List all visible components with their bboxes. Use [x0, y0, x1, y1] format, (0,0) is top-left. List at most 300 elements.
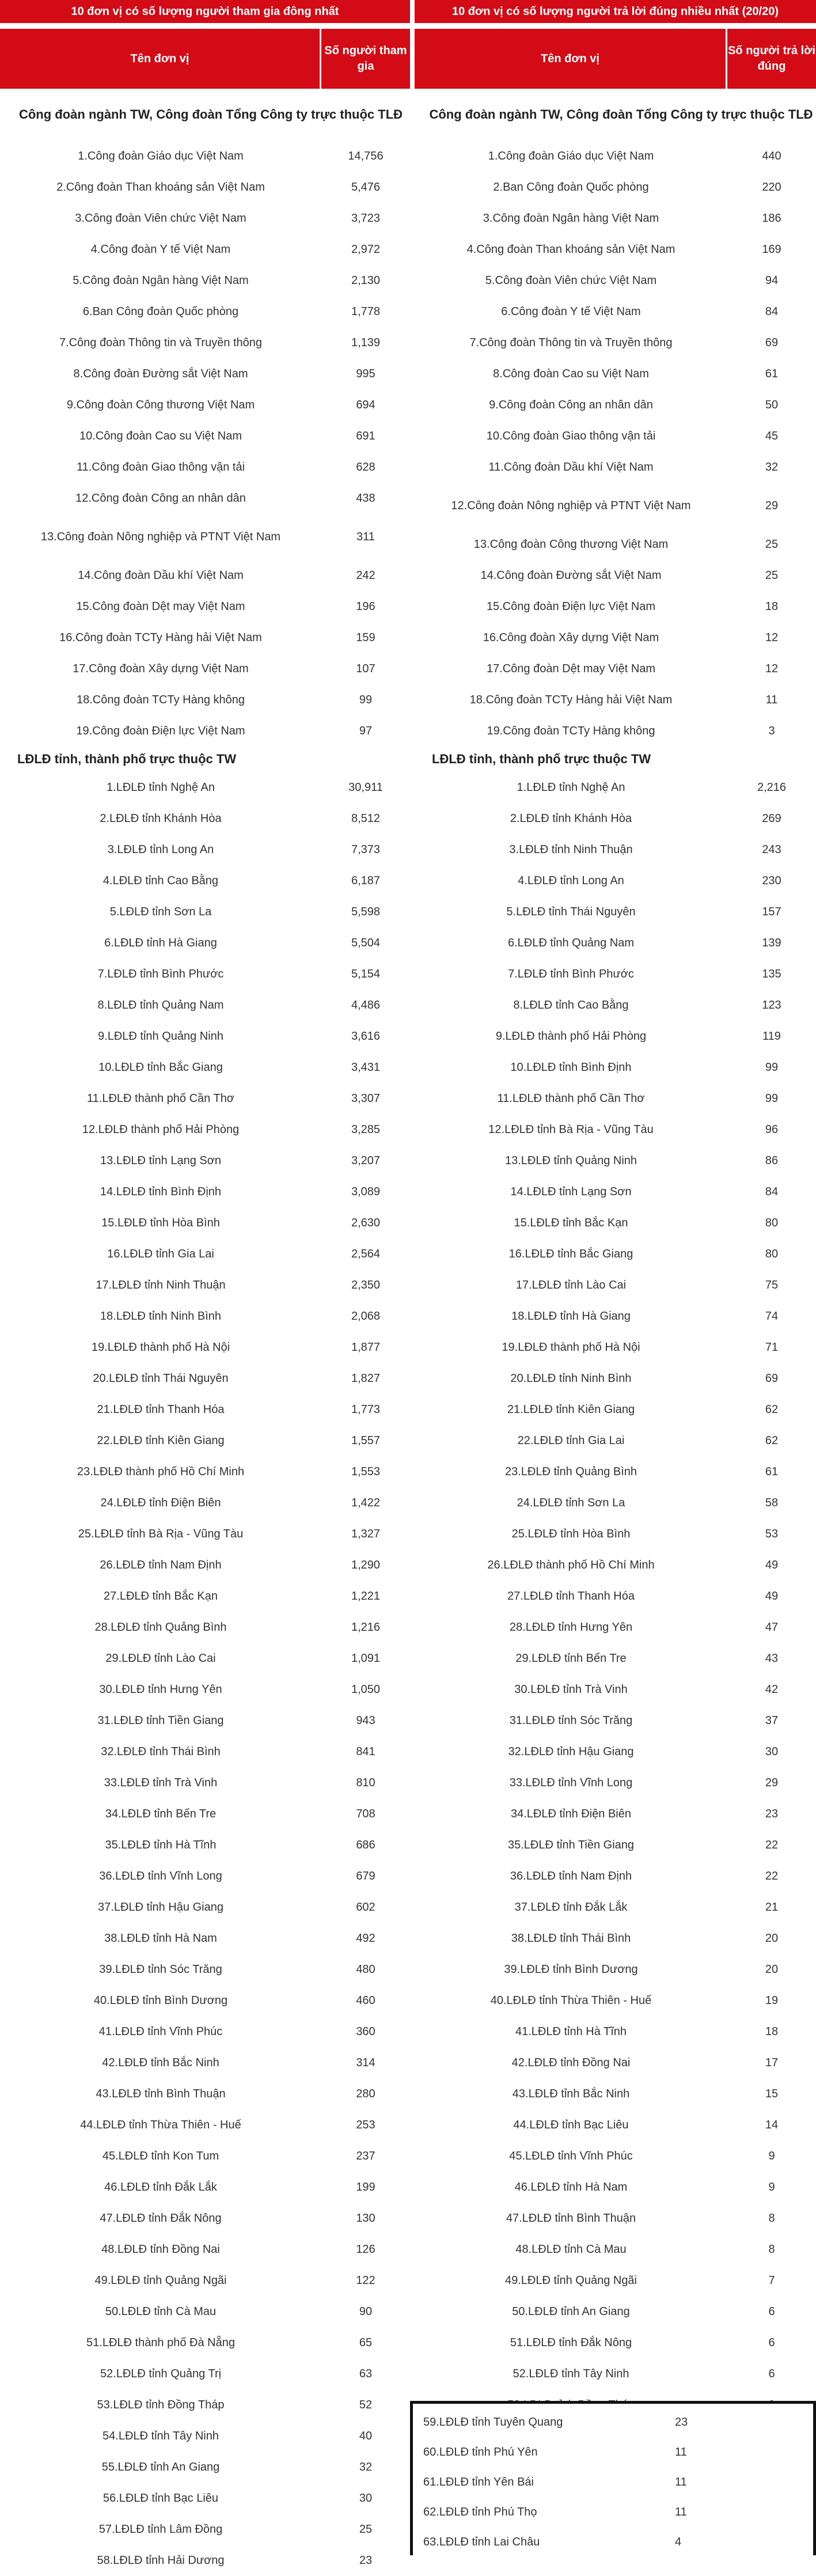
unit-value: 52	[359, 2398, 373, 2411]
table-row	[0, 1083, 410, 1114]
table-row	[415, 1487, 816, 1518]
unit-value: 40	[359, 2429, 373, 2442]
unit-name: 36.LĐLĐ tỉnh Nam Định	[510, 1870, 632, 1882]
unit-name: 5.Công đoàn Ngân hàng Việt Nam	[73, 274, 249, 287]
table-row	[415, 2296, 816, 2327]
correct-section2-list	[415, 772, 816, 2420]
table-row	[415, 927, 816, 959]
unit-value: 2,216	[757, 781, 787, 794]
unit-value: 25	[765, 537, 779, 551]
table-row	[415, 172, 816, 203]
unit-value: 32	[765, 460, 779, 473]
unit-value: 11	[675, 2505, 687, 2518]
unit-value: 237	[356, 2149, 375, 2162]
unit-name: 45.LĐLĐ tỉnh Kon Tum	[102, 2150, 219, 2162]
unit-value: 3	[768, 724, 775, 737]
table-row	[0, 2265, 410, 2296]
unit-name: 45.LĐLĐ tỉnh Vĩnh Phúc	[509, 2150, 633, 2162]
unit-value: 708	[356, 1807, 375, 1820]
unit-value: 61	[765, 367, 779, 380]
correct-section2-title: LĐLĐ tỉnh, thành phố trực thuộc TW	[432, 752, 651, 766]
table-row	[415, 803, 816, 834]
unit-name: 19.Công đoàn Điện lực Việt Nam	[76, 725, 245, 737]
correct-section1-title: Công đoàn ngành TW, Công đoàn Tổng Công ty trực thuộc TLĐ	[429, 107, 813, 122]
table-row	[415, 1612, 816, 1643]
unit-value: 1,557	[351, 1434, 381, 1447]
unit-value: 99	[359, 693, 373, 706]
table-row	[0, 1581, 410, 1612]
table-row	[0, 1301, 410, 1332]
table-row	[0, 1518, 410, 1550]
unit-name: 4.LĐLĐ tỉnh Cao Bằng	[103, 874, 219, 887]
unit-name: 18.Công đoàn TCTy Hàng không	[76, 694, 245, 706]
unit-name: 11.LĐLĐ thành phố Cần Thơ	[497, 1092, 645, 1105]
unit-name: 11.Công đoàn Dầu khí Việt Nam	[488, 461, 654, 473]
unit-value: 5,504	[351, 936, 381, 949]
table-row	[0, 358, 410, 389]
unit-value: 47	[765, 1620, 779, 1634]
unit-value: 9	[768, 2180, 775, 2194]
unit-value: 42	[765, 1683, 779, 1696]
unit-value: 3,285	[351, 1123, 381, 1136]
table-row	[415, 1736, 816, 1767]
unit-name: 14.Công đoàn Đường sắt Việt Nam	[480, 569, 662, 582]
unit-name: 40.LĐLĐ tỉnh Bình Dương	[93, 1994, 228, 2007]
unit-name: 19.LĐLĐ thành phố Hà Nội	[91, 1341, 230, 1354]
participants-section2-title: LĐLĐ tỉnh, thành phố trực thuộc TW	[17, 752, 237, 766]
table-row	[415, 296, 816, 327]
unit-name: 25.LĐLĐ tỉnh Bà Rịa - Vũng Tàu	[78, 1528, 244, 1540]
table-row	[0, 452, 410, 483]
table-row	[0, 1052, 410, 1083]
unit-name: 13.LĐLĐ tỉnh Quảng Ninh	[504, 1154, 637, 1167]
unit-name: 44.LĐLĐ tỉnh Thừa Thiên - Huế	[80, 2119, 241, 2131]
unit-name: 46.LĐLĐ tỉnh Hà Nam	[514, 2181, 628, 2194]
table-row	[413, 2407, 813, 2437]
unit-name: 54.LĐLĐ tỉnh Tây Ninh	[103, 2430, 219, 2442]
unit-value: 196	[356, 600, 375, 613]
unit-name: 6.Ban Công đoàn Quốc phòng	[82, 305, 239, 318]
table-row	[415, 1829, 816, 1861]
unit-name: 38.LĐLĐ tỉnh Hà Nam	[104, 1932, 217, 1945]
table-row	[0, 2452, 410, 2483]
unit-value: 3,723	[351, 211, 381, 225]
table-row	[0, 2047, 410, 2078]
table-row	[415, 2078, 816, 2109]
unit-name: 10.Công đoàn Cao su Việt Nam	[79, 430, 242, 442]
unit-value: 2,564	[351, 1247, 381, 1260]
table-row	[415, 2016, 816, 2047]
unit-value: 480	[356, 1963, 375, 1976]
table-row	[0, 834, 410, 865]
correct-col-value: Số người trả lời đúng	[726, 29, 816, 89]
table-row	[415, 1301, 816, 1332]
participants-section2-list	[0, 772, 410, 2576]
unit-name: 15.LĐLĐ tỉnh Bắc Kạn	[514, 1217, 628, 1229]
table-row	[415, 1394, 816, 1425]
unit-value: 99	[765, 1092, 779, 1105]
unit-name: 16.Công đoàn Xây dựng Việt Nam	[483, 631, 659, 644]
table-row	[415, 834, 816, 865]
table-row	[415, 1674, 816, 1705]
table-row	[415, 1270, 816, 1301]
table-row	[415, 265, 816, 296]
table-row	[0, 389, 410, 421]
unit-name: 29.LĐLĐ tỉnh Lào Cai	[105, 1652, 216, 1665]
unit-value: 96	[765, 1123, 779, 1136]
table-row	[0, 2358, 410, 2389]
table-row	[0, 927, 410, 959]
table-row	[415, 389, 816, 421]
unit-name: 16.LĐLĐ tỉnh Bắc Giang	[508, 1248, 633, 1260]
unit-name: 47.LĐLĐ tỉnh Bình Thuận	[506, 2212, 636, 2225]
unit-value: 8	[768, 2211, 775, 2225]
table-row	[0, 2172, 410, 2203]
unit-value: 84	[765, 305, 779, 318]
table-row	[415, 141, 816, 172]
unit-name: 3.LĐLĐ tỉnh Ninh Thuận	[509, 843, 633, 856]
table-row	[415, 959, 816, 990]
table-row	[0, 2234, 410, 2265]
unit-name: 6.LĐLĐ tỉnh Quảng Nam	[507, 937, 634, 949]
unit-value: 810	[356, 1776, 375, 1789]
unit-value: 3,207	[351, 1154, 381, 1167]
unit-name: 14.Công đoàn Dầu khí Việt Nam	[78, 569, 244, 582]
unit-name: 43.LĐLĐ tỉnh Bình Thuận	[96, 2088, 226, 2100]
unit-name: 4.Công đoàn Y tế Việt Nam	[90, 243, 231, 256]
table-row	[0, 141, 410, 172]
unit-value: 5,598	[351, 905, 381, 918]
unit-value: 841	[356, 1745, 375, 1758]
unit-name: 22.LĐLĐ tỉnh Gia Lai	[517, 1434, 625, 1447]
table-row	[415, 483, 816, 529]
unit-value: 159	[356, 631, 375, 644]
table-row	[415, 421, 816, 452]
unit-value: 22	[765, 1869, 779, 1882]
unit-value: 602	[356, 1900, 375, 1914]
unit-value: 21	[765, 1900, 779, 1914]
table-row	[0, 1985, 410, 2016]
unit-name: 33.LĐLĐ tỉnh Vĩnh Long	[509, 1776, 633, 1789]
unit-value: 679	[356, 1869, 375, 1882]
unit-value: 135	[762, 967, 781, 980]
unit-value: 122	[356, 2274, 375, 2287]
unit-value: 3,089	[351, 1185, 381, 1198]
table-row	[415, 653, 816, 684]
unit-name: 17.LĐLĐ tỉnh Ninh Thuận	[96, 1279, 226, 1291]
unit-name: 4.LĐLĐ tỉnh Long An	[518, 874, 624, 887]
unit-name: 3.Công đoàn Ngân hàng Việt Nam	[483, 212, 659, 225]
table-row	[415, 1581, 816, 1612]
unit-value: 253	[356, 2118, 375, 2131]
table-row	[415, 1083, 816, 1114]
unit-name: 53.LĐLĐ tỉnh Đồng Tháp	[97, 2399, 225, 2411]
unit-value: 30,911	[348, 781, 383, 794]
unit-name: 55.LĐLĐ tỉnh An Giang	[101, 2461, 220, 2473]
unit-name: 33.LĐLĐ tỉnh Trà Vinh	[104, 1776, 218, 1789]
correct-answers-table	[415, 0, 816, 2420]
unit-name: 16.Công đoàn TCTy Hàng hải Việt Nam	[59, 631, 262, 644]
table-row	[415, 2265, 816, 2296]
unit-value: 8	[768, 2242, 775, 2256]
unit-name: 7.LĐLĐ tỉnh Bình Phước	[97, 968, 224, 980]
unit-value: 23	[675, 2415, 688, 2429]
unit-value: 63	[359, 2367, 373, 2380]
unit-name: 1.LĐLĐ tỉnh Nghệ An	[517, 781, 625, 794]
unit-value: 25	[359, 2522, 373, 2536]
unit-name: 60.LĐLĐ tỉnh Phú Yên	[423, 2446, 538, 2458]
unit-name: 20.LĐLĐ tỉnh Thái Nguyên	[93, 1372, 229, 1385]
table-row	[0, 234, 410, 265]
unit-name: 2.Công đoàn Than khoáng sản Việt Nam	[56, 181, 265, 194]
unit-name: 19.Công đoàn TCTy Hàng không	[487, 725, 655, 737]
table-row	[0, 1923, 410, 1954]
unit-name: 32.LĐLĐ tỉnh Hậu Giang	[508, 1745, 634, 1758]
table-row	[0, 1829, 410, 1861]
table-row	[415, 772, 816, 803]
unit-value: 49	[765, 1589, 779, 1603]
table-row	[0, 203, 410, 234]
unit-name: 12.LĐLĐ thành phố Hải Phòng	[82, 1123, 240, 1136]
unit-value: 2,350	[351, 1278, 381, 1291]
unit-value: 1,327	[351, 1527, 381, 1540]
unit-value: 65	[359, 2336, 373, 2349]
unit-value: 6	[768, 2305, 775, 2318]
unit-name: 1.LĐLĐ tỉnh Nghệ An	[107, 781, 215, 794]
unit-name: 34.LĐLĐ tỉnh Bến Tre	[105, 1808, 217, 1820]
unit-name: 36.LĐLĐ tỉnh Vĩnh Long	[99, 1870, 222, 1882]
unit-value: 242	[356, 569, 375, 582]
unit-value: 32	[359, 2460, 373, 2473]
unit-value: 280	[356, 2087, 375, 2100]
unit-value: 14,756	[348, 149, 384, 162]
table-row	[0, 327, 410, 358]
table-row	[0, 2203, 410, 2234]
unit-name: 11.LĐLĐ thành phố Cần Thơ	[87, 1092, 234, 1105]
unit-value: 1,553	[351, 1465, 381, 1478]
unit-value: 84	[765, 1185, 779, 1198]
unit-name: 14.LĐLĐ tỉnh Bình Định	[100, 1185, 222, 1198]
unit-value: 29	[765, 1776, 779, 1789]
unit-name: 30.LĐLĐ tỉnh Hưng Yên	[99, 1683, 222, 1696]
table-row	[415, 327, 816, 358]
unit-name: 58.LĐLĐ tỉnh Hải Dương	[97, 2554, 225, 2567]
table-row	[0, 1332, 410, 1363]
unit-name: 21.LĐLĐ tỉnh Kiên Giang	[507, 1403, 635, 1416]
unit-name: 28.LĐLĐ tỉnh Quảng Bình	[94, 1621, 227, 1634]
unit-value: 62	[765, 1403, 779, 1416]
unit-name: 40.LĐLĐ tỉnh Thừa Thiên - Huế	[490, 1994, 652, 2007]
table-row	[0, 1363, 410, 1394]
table-row	[0, 1736, 410, 1767]
unit-value: 220	[762, 180, 781, 194]
table-row	[0, 1954, 410, 1985]
unit-value: 1,139	[351, 336, 381, 349]
unit-value: 3,616	[351, 1029, 381, 1043]
table-row	[0, 1550, 410, 1581]
unit-value: 12	[765, 662, 779, 675]
unit-name: 8.LĐLĐ tỉnh Quảng Nam	[97, 999, 224, 1012]
unit-value: 3,307	[351, 1092, 381, 1105]
unit-value: 628	[356, 460, 375, 473]
table-row	[415, 684, 816, 715]
unit-value: 1,422	[351, 1496, 381, 1509]
table-row	[0, 591, 410, 622]
unit-name: 7.Công đoàn Thông tin và Truyền thông	[469, 336, 673, 349]
unit-value: 314	[356, 2056, 375, 2069]
unit-name: 1.Công đoàn Giáo dục Việt Nam	[488, 150, 654, 162]
unit-name: 27.LĐLĐ tỉnh Thanh Hóa	[507, 1590, 635, 1603]
unit-value: 29	[765, 499, 779, 512]
unit-value: 686	[356, 1838, 375, 1851]
unit-value: 2,068	[351, 1309, 381, 1323]
unit-name: 21.LĐLĐ tỉnh Thanh Hóa	[97, 1403, 225, 1416]
table-row	[0, 1892, 410, 1923]
unit-name: 9.Công đoàn Công thương Việt Nam	[66, 399, 255, 411]
unit-value: 694	[356, 398, 375, 411]
table-row	[0, 1145, 410, 1176]
table-row	[415, 529, 816, 560]
table-row	[415, 1021, 816, 1052]
unit-name: 47.LĐLĐ tỉnh Đắk Nông	[100, 2212, 222, 2225]
unit-name: 12.Công đoàn Nông nghiệp và PTNT Việt Nam	[451, 499, 691, 512]
unit-name: 35.LĐLĐ tỉnh Hà Tĩnh	[105, 1839, 217, 1851]
unit-value: 123	[762, 998, 781, 1012]
table-row	[0, 772, 410, 803]
unit-name: 52.LĐLĐ tỉnh Tây Ninh	[513, 2367, 629, 2380]
table-row	[415, 2141, 816, 2172]
table-row	[415, 1363, 816, 1394]
unit-name: 12.Công đoàn Công an nhân dân	[75, 492, 246, 505]
unit-name: 30.LĐLĐ tỉnh Trà Vinh	[514, 1683, 628, 1696]
unit-value: 1,877	[351, 1340, 381, 1354]
table-row	[415, 452, 816, 483]
table-row	[0, 1643, 410, 1674]
unit-value: 691	[356, 429, 375, 442]
unit-value: 23	[359, 2554, 373, 2567]
unit-name: 44.LĐLĐ tỉnh Bạc Liêu	[513, 2119, 629, 2131]
table-row	[0, 1861, 410, 1892]
unit-name: 26.LĐLĐ tỉnh Nam Định	[100, 1559, 222, 1571]
correct-col-name: Tên đơn vị	[540, 52, 599, 65]
table-row	[415, 358, 816, 389]
unit-name: 20.LĐLĐ tỉnh Ninh Bình	[510, 1372, 632, 1385]
table-row	[415, 1767, 816, 1798]
unit-name: 51.LĐLĐ thành phố Đà Nẵng	[86, 2336, 235, 2349]
unit-name: 15.Công đoàn Dệt may Việt Nam	[76, 600, 245, 613]
table-row	[0, 1767, 410, 1798]
unit-value: 20	[765, 1931, 779, 1945]
unit-value: 9	[768, 2149, 775, 2162]
table-row	[0, 2016, 410, 2047]
table-row	[415, 1238, 816, 1270]
table-row	[0, 1238, 410, 1270]
table-row	[415, 2047, 816, 2078]
unit-value: 11	[675, 2445, 687, 2458]
table-row	[415, 1861, 816, 1892]
table-row	[0, 715, 410, 747]
unit-value: 23	[765, 1807, 779, 1820]
unit-value: 69	[765, 1372, 779, 1385]
unit-value: 25	[765, 569, 779, 582]
unit-name: 17.Công đoàn Dệt may Việt Nam	[486, 662, 656, 675]
table-row	[415, 896, 816, 927]
unit-name: 8.Công đoàn Cao su Việt Nam	[493, 368, 649, 380]
table-row	[0, 1612, 410, 1643]
unit-value: 74	[765, 1309, 779, 1323]
participants-banner: 10 đơn vị có số lượng người tham gia đông nhất	[0, 0, 410, 23]
unit-name: 13.Công đoàn Nông nghiệp và PTNT Việt Nam	[40, 531, 281, 543]
unit-value: 1,778	[351, 305, 381, 318]
table-row	[0, 1270, 410, 1301]
unit-name: 31.LĐLĐ tỉnh Tiền Giang	[97, 1714, 224, 1727]
participants-header	[0, 29, 410, 89]
unit-value: 1,773	[351, 1403, 381, 1416]
unit-name: 28.LĐLĐ tỉnh Hưng Yên	[509, 1621, 633, 1634]
unit-name: 3.Công đoàn Viên chức Việt Nam	[75, 212, 246, 225]
table-row	[0, 2078, 410, 2109]
unit-name: 52.LĐLĐ tỉnh Quảng Trị	[100, 2367, 222, 2380]
table-row	[0, 653, 410, 684]
table-row	[415, 1332, 816, 1363]
participants-section1-list	[0, 141, 410, 747]
unit-name: 50.LĐLĐ tỉnh Cà Mau	[105, 2305, 217, 2318]
unit-name: 13.Công đoàn Công thương Việt Nam	[473, 538, 669, 551]
unit-value: 6,187	[351, 874, 381, 887]
unit-name: 10.LĐLĐ tỉnh Bắc Giang	[98, 1061, 223, 1074]
table-row	[0, 265, 410, 296]
table-row	[0, 1674, 410, 1705]
unit-value: 4,486	[351, 998, 381, 1012]
unit-name: 7.LĐLĐ tỉnh Bình Phước	[508, 968, 634, 980]
table-row	[0, 959, 410, 990]
unit-name: 12.LĐLĐ tỉnh Bà Rịa - Vũng Tàu	[488, 1123, 654, 1136]
unit-name: 42.LĐLĐ tỉnh Bắc Ninh	[102, 2056, 219, 2069]
unit-name: 37.LĐLĐ tỉnh Hậu Giang	[98, 1901, 223, 1914]
unit-value: 37	[765, 1714, 779, 1727]
table-row	[415, 2172, 816, 2203]
correct-section1-list	[415, 141, 816, 747]
unit-name: 11.Công đoàn Giao thông vận tải	[76, 461, 245, 473]
table-row	[415, 990, 816, 1021]
unit-value: 139	[762, 936, 781, 949]
participants-col-value: Số người tham gia	[320, 29, 410, 89]
table-row	[415, 1985, 816, 2016]
table-row	[415, 622, 816, 653]
participants-col-name: Tên đơn vị	[130, 52, 189, 65]
unit-name: 18.LĐLĐ tỉnh Hà Giang	[511, 1310, 631, 1323]
table-row	[0, 2483, 410, 2514]
unit-name: 34.LĐLĐ tỉnh Điện Biên	[510, 1808, 631, 1820]
table-row	[415, 1518, 816, 1550]
unit-value: 1,050	[351, 1683, 381, 1696]
unit-value: 311	[356, 530, 375, 543]
unit-name: 6.Công đoàn Y tế Việt Nam	[501, 305, 641, 318]
table-row	[0, 2545, 410, 2576]
unit-value: 995	[356, 367, 375, 380]
unit-name: 6.LĐLĐ tỉnh Hà Giang	[104, 937, 217, 949]
table-row	[415, 1114, 816, 1145]
unit-value: 7,373	[351, 843, 381, 856]
unit-value: 1,091	[351, 1651, 381, 1665]
table-row	[415, 1643, 816, 1674]
unit-name: 50.LĐLĐ tỉnh An Giang	[512, 2305, 630, 2318]
unit-name: 2.Ban Công đoàn Quốc phòng	[493, 181, 649, 194]
unit-name: 38.LĐLĐ tỉnh Thái Bình	[511, 1932, 631, 1945]
unit-value: 943	[356, 1714, 375, 1727]
unit-name: 14.LĐLĐ tỉnh Lạng Sơn	[510, 1185, 632, 1198]
unit-value: 62	[765, 1434, 779, 1447]
